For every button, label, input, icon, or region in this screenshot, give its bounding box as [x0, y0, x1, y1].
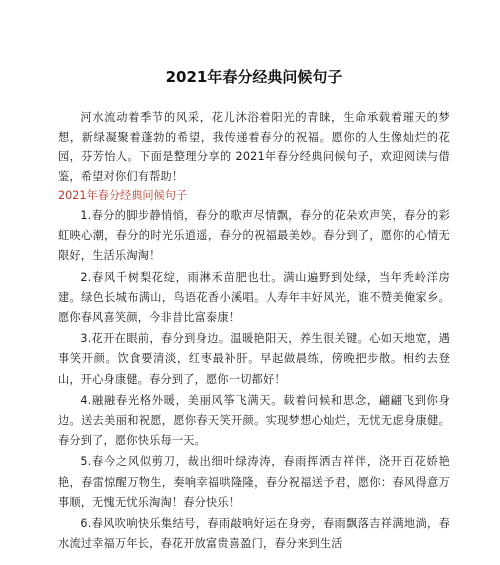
list-item: 6.春风吹响快乐集结号，春雨敲响好运在身旁，春雨飘落吉祥满地淌，春水流过幸福万年长，春花开放富贵喜盈门，春分来到生活: [58, 517, 450, 551]
article: [58, 66, 450, 555]
list-item: 3.花开在眼前，春分到身边。温暖艳阳天，养生很关键。心如天地宽，遇事笑开颜。饮食要清淡，红枣最补肝。早起做晨练，傍晚把步散。相约去登山，开心身康健。春分到了，愿你一切都好！: [58, 332, 450, 386]
list-item: 4.融融春光格外暖，美丽风筝飞满天。载着问候和思念，翩翩飞到你身边。送去美丽和祝愿，愿你春天笑开颜。实现梦想心灿烂，无忧无虑身康健。春分到了，愿你快乐每一天。: [58, 393, 450, 448]
page-title: 2021年春分经典问候句子: [165, 68, 343, 86]
section-heading: 2021年春分经典问候句子: [58, 189, 188, 203]
intro-paragraph: 河水流动着季节的风采，花儿沐浴着阳光的青睐，生命承载着璀天的梦想，新绿凝聚着蓬勃的希望，我传递着春分的祝福。愿你的人生像灿烂的花园，芬芳怡人。下面是整理分享的 2021年春分经典问候句子，欢迎阅读与借鉴，希望对你们有帮助！: [58, 111, 450, 183]
list-item: 2.春风千树梨花绽，雨淋禾苗肥也壮。满山遍野到处绿，当年秃岭洋房建。绿色长城布满山，鸟语花香小溪唱。人寿年丰好风光，谁不赞美俺家乡。愿你春风喜笑颜，今非昔比富泰康！: [58, 270, 450, 324]
list-item: 5.春今之风似剪刀，裁出细叶绿涛涛，春雨挥洒吉祥伴，浇开百花娇艳艳，春雷惊醒万物生，奏响幸福哄隆隆，春分祝福送予君，愿你：春风得意万事顺，无愧无忧乐淘淘！春分快乐！: [58, 455, 450, 509]
list-item: 1.春分的脚步静悄悄，春分的歌声尽情飘，春分的花朵欢声笑，春分的彩虹映心潮，春分的时光乐逍遥，春分的祝福最美妙。春分到了，愿你的心情无限好，生活乐淘淘！: [58, 208, 450, 263]
